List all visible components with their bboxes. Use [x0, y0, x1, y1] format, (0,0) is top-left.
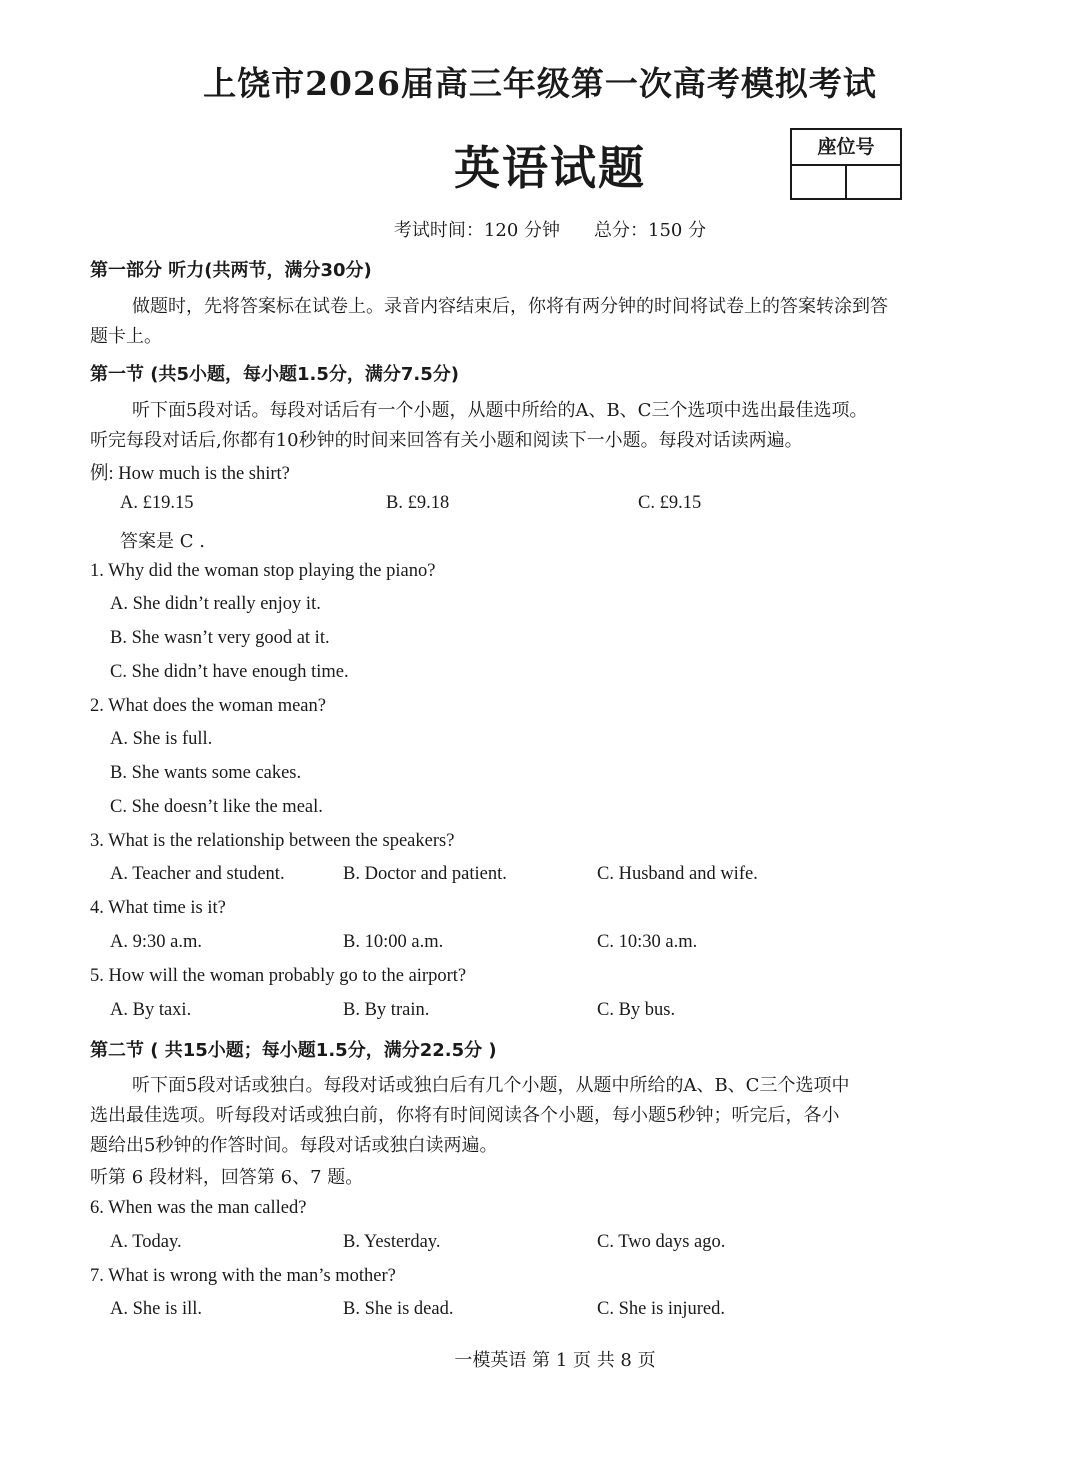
- question-6-option-c: C. Two days ago.: [597, 1232, 726, 1252]
- section2-intro: 听下面5段对话或独白。每段对话或独白后有几个小题，从题中所给的A、B、C三个选项中: [132, 1075, 850, 1096]
- question-6-option-b: B. Yesterday.: [343, 1232, 441, 1252]
- question-6: 6. When was the man called?: [90, 1198, 307, 1218]
- section1-intro: 听下面5段对话。每段对话后有一个小题，从题中所给的A、B、C三个选项中选出最佳选项。: [132, 400, 868, 421]
- part1-intro: 做题时，先将答案标在试卷上。录音内容结束后，你将有两分钟的时间将试卷上的答案转涂到答: [132, 296, 888, 317]
- question-1-option-a: A. She didn’t really enjoy it.: [110, 594, 321, 614]
- section2-heading: 第二节 ( 共15小题；每小题1.5分，满分22.5分 ): [90, 1040, 497, 1061]
- seat-number-cell: [845, 166, 900, 200]
- question-2-option-c: C. She doesn’t like the meal.: [110, 797, 323, 817]
- question-4-option-b: B. 10:00 a.m.: [343, 932, 444, 952]
- example-option-b: B. £9.18: [386, 493, 450, 513]
- section2-intro: 题给出5秒钟的作答时间。每段对话或独白读两遍。: [90, 1135, 498, 1156]
- question-7: 7. What is wrong with the man’s mother?: [90, 1266, 396, 1286]
- part1-intro: 题卡上。: [90, 326, 162, 347]
- section1-intro: 听完每段对话后,你都有10秒钟的时间来回答有关小题和阅读下一小题。每段对话读两遍。: [90, 430, 803, 451]
- question-3-option-c: C. Husband and wife.: [597, 864, 758, 884]
- question-7-option-a: A. She is ill.: [110, 1299, 202, 1319]
- exam-title: 上饶市2026届高三年级第一次高考模拟考试: [203, 64, 877, 103]
- seat-number-label: 座位号: [792, 130, 900, 166]
- example-answer: 答案是 C .: [120, 531, 205, 552]
- question-5-option-b: B. By train.: [343, 1000, 430, 1020]
- question-4-option-c: C. 10:30 a.m.: [597, 932, 698, 952]
- question-5: 5. How will the woman probably go to the airport?: [90, 966, 467, 986]
- question-2: 2. What does the woman mean?: [90, 696, 326, 716]
- question-3: 3. What is the relationship between the speakers?: [90, 831, 455, 851]
- section2-intro: 选出最佳选项。听每段对话或独白前，你将有时间阅读各个小题，每小题5秒钟；听完后，各小: [90, 1105, 840, 1126]
- question-4-option-a: A. 9:30 a.m.: [110, 932, 202, 952]
- question-2-option-a: A. She is full.: [110, 729, 213, 749]
- total-score: 总分：150 分: [594, 220, 707, 241]
- question-7-option-b: B. She is dead.: [343, 1299, 454, 1319]
- question-7-option-c: C. She is injured.: [597, 1299, 725, 1319]
- question-2-option-b: B. She wants some cakes.: [110, 763, 302, 783]
- question-1-option-b: B. She wasn’t very good at it.: [110, 628, 330, 648]
- question-5-option-a: A. By taxi.: [110, 1000, 192, 1020]
- example-question: 例: How much is the shirt?: [90, 464, 290, 484]
- page-footer: 一模英语 第 1 页 共 8 页: [454, 1350, 656, 1371]
- part1-heading: 第一部分 听力(共两节，满分30分): [90, 260, 372, 281]
- question-1-option-c: C. She didn’t have enough time.: [110, 662, 349, 682]
- question-6-option-a: A. Today.: [110, 1232, 182, 1252]
- subject-title: 英语试题: [454, 141, 646, 195]
- example-option-c: C. £9.15: [638, 493, 702, 513]
- seat-number-box: [790, 128, 902, 200]
- exam-info: [0, 216, 1080, 242]
- question-4: 4. What time is it?: [90, 898, 226, 918]
- question-3-option-a: A. Teacher and student.: [110, 864, 285, 884]
- seat-number-cell: [792, 166, 845, 200]
- exam-time: 考试时间：120 分钟: [393, 220, 560, 241]
- section1-heading: 第一节 (共5小题，每小题1.5分，满分7.5分): [90, 364, 460, 385]
- example-option-a: A. £19.15: [120, 493, 194, 513]
- material-note: 听第 6 段材料，回答第 6、7 题。: [90, 1167, 364, 1188]
- question-5-option-c: C. By bus.: [597, 1000, 676, 1020]
- question-1: 1. Why did the woman stop playing the piano?: [90, 561, 436, 581]
- question-3-option-b: B. Doctor and patient.: [343, 864, 507, 884]
